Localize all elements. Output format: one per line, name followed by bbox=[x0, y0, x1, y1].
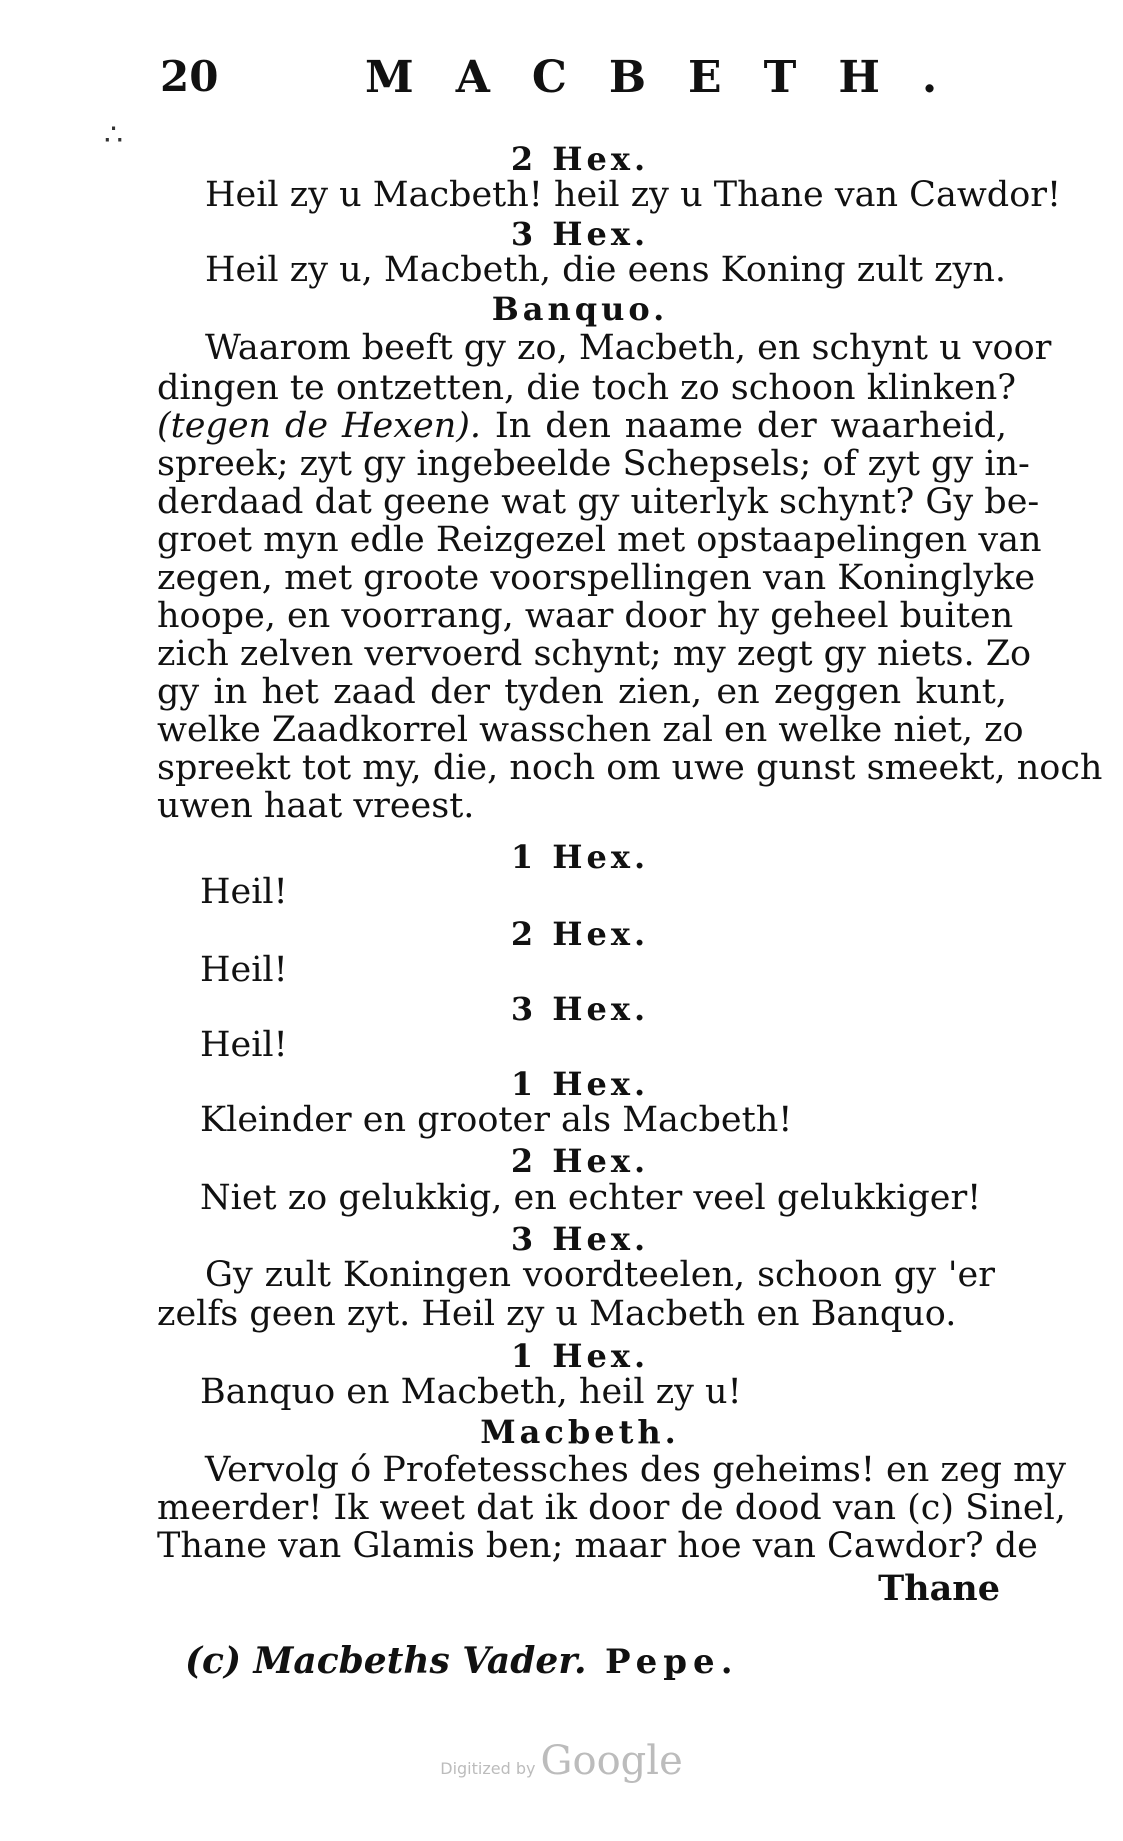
prose-line: Waarom beeft gy zo, Macbeth, en schynt u voor bbox=[205, 328, 1052, 368]
verse-line: Niet zo gelukkig, en echter veel gelukkiger! bbox=[200, 1178, 982, 1218]
google-logo: Google bbox=[540, 1738, 683, 1784]
verse-line: Heil zy u Macbeth! heil zy u Thane van Cawdor! bbox=[205, 175, 1062, 215]
prose-line: spreek; zyt gy ingebeelde Schepsels; of zyt gy in- bbox=[157, 444, 1030, 484]
speaker-label: 3 Hex. bbox=[510, 990, 650, 1028]
running-title: MACBETH. bbox=[365, 52, 980, 103]
speaker-label: 2 Hex. bbox=[510, 1142, 650, 1180]
prose-line: Vervolg ó Profetessches des geheims! en zeg my bbox=[205, 1450, 1067, 1490]
page-number: 20 bbox=[160, 52, 219, 101]
digitization-watermark bbox=[0, 1738, 1123, 1784]
verse-line: Heil! bbox=[200, 1025, 288, 1065]
prose-line: uwen haat vreest. bbox=[157, 786, 475, 826]
prose-line: dingen te ontzetten, die toch zo schoon klinken? bbox=[157, 368, 1017, 408]
prose-line: spreekt tot my, die, noch om uwe gunst smeekt, noch bbox=[157, 748, 1103, 788]
prose-line: Gy zult Koningen voordteelen, schoon gy 'er bbox=[205, 1255, 995, 1295]
verse-line: Heil! bbox=[200, 872, 288, 912]
prose-line: zegen, met groote voorspellingen van Koninglyke bbox=[157, 558, 1036, 598]
prose-line: (tegen de Hexen). In den naame der waarheid, bbox=[157, 406, 1007, 446]
speaker-label: 2 Hex. bbox=[510, 140, 650, 178]
prose-line: zelfs geen zyt. Heil zy u Macbeth en Banquo. bbox=[157, 1294, 957, 1334]
prose-line: zich zelven vervoerd schynt; my zegt gy niets. Zo bbox=[157, 634, 1032, 674]
prose-line: gy in het zaad der tyden zien, en zeggen kunt, bbox=[157, 672, 1007, 712]
footnote: (c) Macbeths Vader. bbox=[185, 1640, 587, 1682]
speaker-label: Macbeth. bbox=[480, 1413, 680, 1451]
verse-line: Heil zy u, Macbeth, die eens Koning zult zyn. bbox=[205, 250, 1006, 290]
page-header bbox=[160, 52, 980, 103]
verse-line: Heil! bbox=[200, 950, 288, 990]
speaker-label: Banquo. bbox=[491, 290, 669, 328]
speaker-label: 3 Hex. bbox=[510, 1220, 650, 1258]
speaker-label: 3 Hex. bbox=[510, 215, 650, 253]
margin-mark: ∴ bbox=[104, 118, 124, 153]
prose-line: welke Zaadkorrel wasschen zal en welke niet, zo bbox=[157, 710, 1024, 750]
prose-line: meerder! Ik weet dat ik door de dood van (c) Sinel, bbox=[157, 1488, 1066, 1528]
prose-line: groet myn edle Reizgezel met opstaapelingen van bbox=[157, 520, 1042, 560]
verse-line: Banquo en Macbeth, heil zy u! bbox=[200, 1372, 742, 1412]
speaker-label: 1 Hex. bbox=[510, 1337, 650, 1375]
speaker-label: 1 Hex. bbox=[510, 1065, 650, 1103]
speaker-label: 1 Hex. bbox=[510, 838, 650, 876]
stage-direction: (tegen de Hexen). bbox=[157, 406, 482, 446]
verse-line: Kleinder en grooter als Macbeth! bbox=[200, 1100, 793, 1140]
watermark-small-text: Digitized by bbox=[440, 1759, 536, 1778]
prose-line: Thane van Glamis ben; maar hoe van Cawdor? de bbox=[157, 1526, 1038, 1566]
signature-mark: Pepe. bbox=[605, 1642, 739, 1682]
catchword: Thane bbox=[878, 1568, 1000, 1609]
prose-line: derdaad dat geene wat gy uiterlyk schynt? Gy be- bbox=[157, 482, 1040, 522]
speaker-label: 2 Hex. bbox=[510, 915, 650, 953]
prose-line: hoope, en voorrang, waar door hy geheel buiten bbox=[157, 596, 1014, 636]
